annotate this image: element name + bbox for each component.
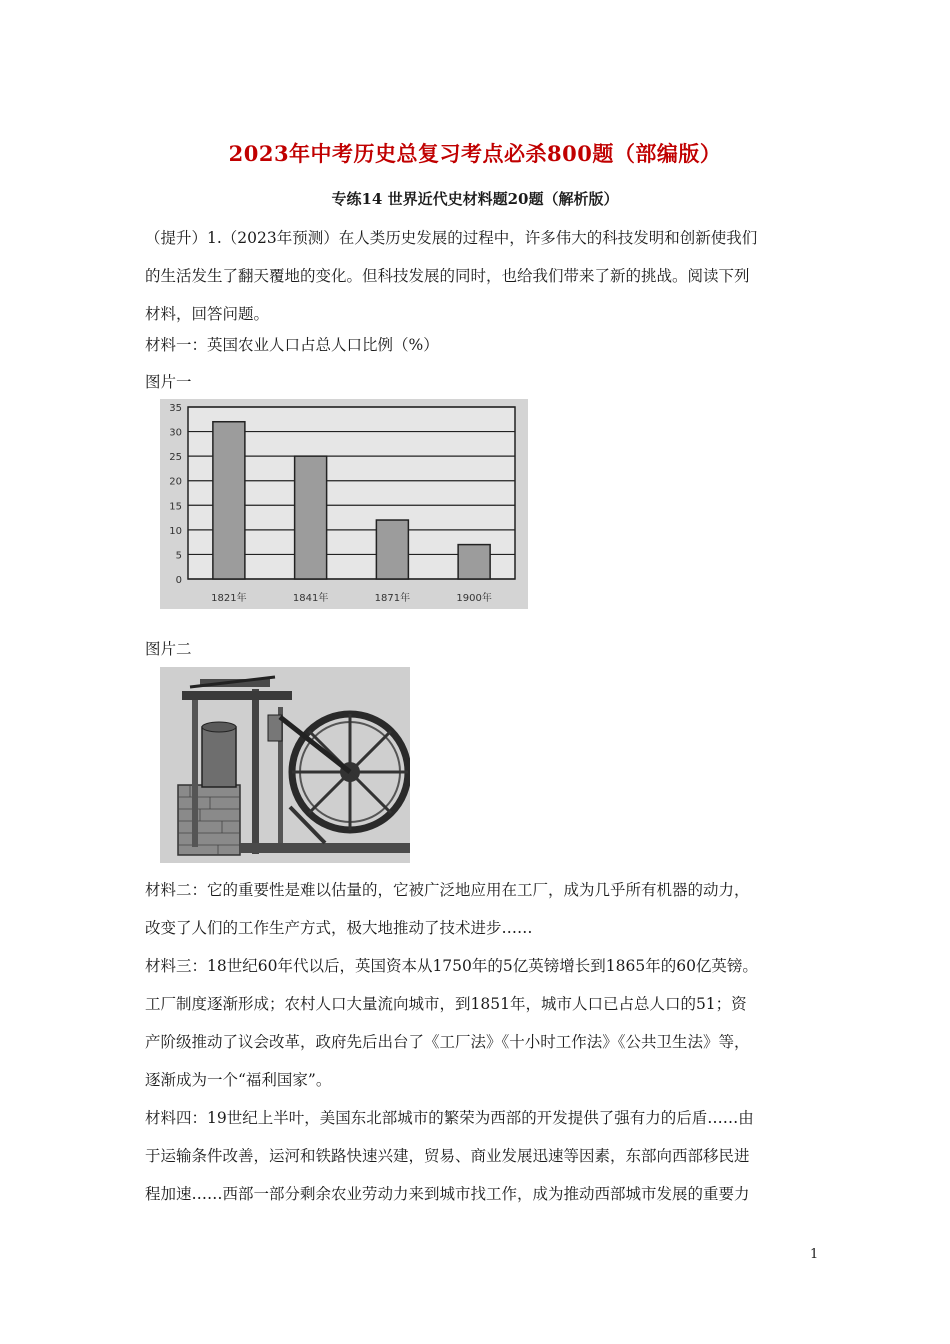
picture2-label: 图片二 bbox=[145, 640, 192, 658]
material4 bbox=[145, 1099, 810, 1213]
material3-line: 工厂制度逐渐形成；农村人口大量流向城市，到1851年，城市人口已占总人口的51；资 bbox=[145, 995, 747, 1013]
document-title: 2023年中考历史总复习考点必杀800题（部编版） bbox=[228, 141, 722, 166]
picture1-label: 图片一 bbox=[145, 373, 192, 391]
material4-line: 于运输条件改善，运河和铁路快速兴建，贸易、商业发展迅速等因素，东部向西部移民进 bbox=[145, 1147, 750, 1165]
material3 bbox=[145, 947, 810, 1099]
page-number: 1 bbox=[810, 1247, 819, 1262]
y-tick-label: 25 bbox=[169, 452, 182, 464]
material3-line: 材料三：18世纪60年代以后，英国资本从1750年的5亿英镑增长到1865年的60亿英镑。 bbox=[145, 957, 758, 975]
material2 bbox=[145, 871, 810, 947]
intro-line: 材料，回答问题。 bbox=[145, 305, 270, 323]
y-tick-label: 0 bbox=[175, 575, 182, 586]
material3-line: 逐渐成为一个“福利国家”。 bbox=[145, 1071, 332, 1089]
material3-line: 产阶级推动了议会改革，政府先后出台了《工厂法》《十小时工作法》《公共卫生法》等， bbox=[145, 1033, 750, 1051]
material2-line: 改变了人们的工作生产方式，极大地推动了技术进步…… bbox=[145, 919, 533, 937]
bar-chart-figure bbox=[160, 399, 528, 609]
x-tick-label: 1841年 bbox=[292, 593, 329, 604]
steam-engine-drawing bbox=[160, 667, 410, 863]
intro-line: （提升）1.（2023年预测）在人类历史发展的过程中，许多伟大的科技发明和创新使我们 bbox=[145, 229, 758, 247]
question-intro bbox=[145, 219, 810, 333]
material1-label: 材料一：英国农业人口占总人口比例（%） bbox=[145, 336, 439, 354]
y-tick-label: 15 bbox=[169, 501, 182, 513]
y-tick-label: 35 bbox=[169, 403, 182, 414]
bar bbox=[213, 422, 245, 579]
y-tick-label: 30 bbox=[169, 427, 182, 439]
y-tick-label: 20 bbox=[169, 476, 182, 488]
bar bbox=[458, 545, 490, 579]
bar-chart bbox=[160, 399, 528, 609]
y-tick-label: 10 bbox=[169, 525, 182, 537]
intro-line: 的生活发生了翻天覆地的变化。但科技发展的同时，也给我们带来了新的挑战。阅读下列 bbox=[145, 267, 750, 285]
x-tick-label: 1821年 bbox=[211, 593, 247, 604]
steam-engine-illustration bbox=[160, 667, 410, 863]
material4-line: 程加速……西部一部分剩余农业劳动力来到城市找工作，成为推动西部城市发展的重要力 bbox=[145, 1185, 750, 1203]
document-subtitle: 专练14 世界近代史材料题20题（解析版） bbox=[331, 190, 619, 208]
bar bbox=[295, 456, 327, 579]
bar bbox=[376, 520, 408, 579]
x-tick-label: 1900年 bbox=[456, 593, 492, 604]
material4-line: 材料四：19世纪上半叶，美国东北部城市的繁荣为西部的开发提供了强有力的后盾……由 bbox=[145, 1109, 754, 1127]
y-tick-label: 5 bbox=[175, 550, 182, 562]
x-tick-label: 1871年 bbox=[374, 593, 411, 604]
material2-line: 材料二：它的重要性是难以估量的，它被广泛地应用在工厂，成为几乎所有机器的动力， bbox=[145, 881, 750, 899]
